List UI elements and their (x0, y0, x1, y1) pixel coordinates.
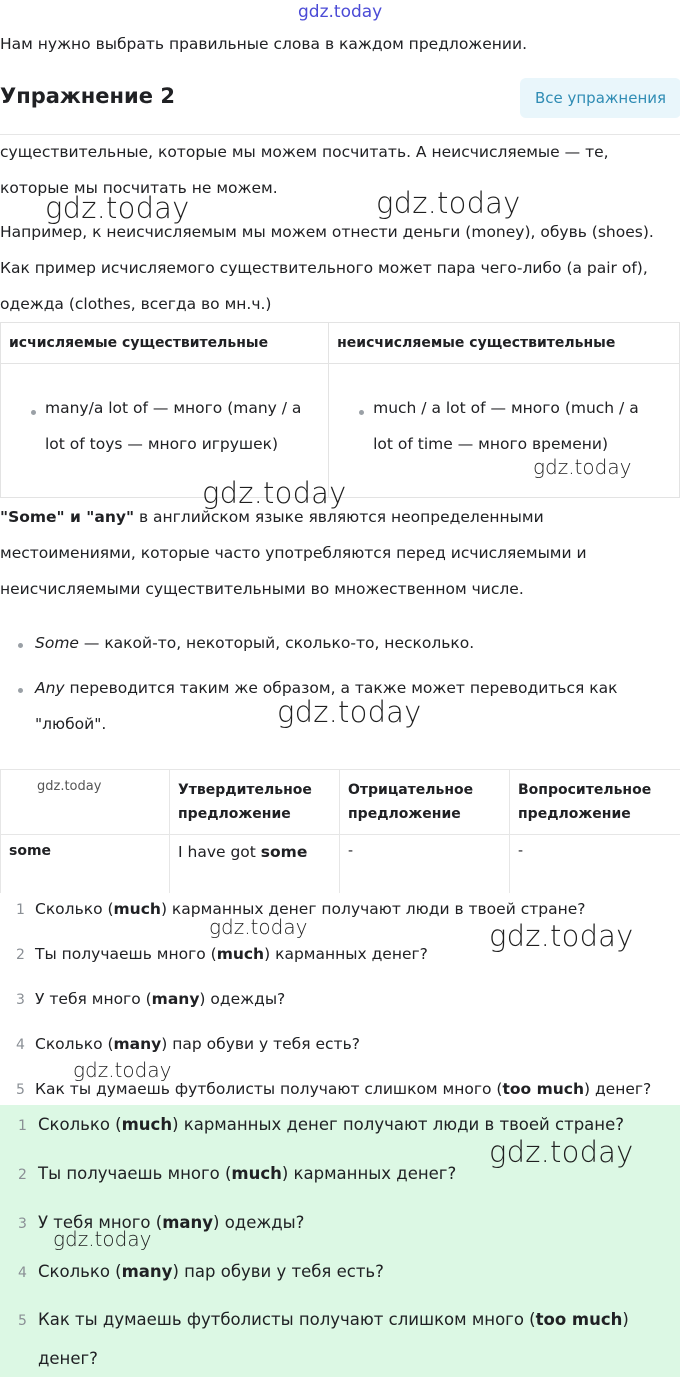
item-number: 3 (16, 992, 25, 1008)
paragraph-line: Например, к неисчисляемым мы можем отнести деньги (money), обувь (shoes). (0, 223, 654, 241)
row-label: some (1, 835, 170, 894)
watermark: gdz.today (53, 1227, 152, 1251)
watermark: gdz.today (489, 919, 634, 953)
answer-item: Сколько (many) пар обуви у тебя есть? (38, 1262, 384, 1281)
bullet-icon (18, 688, 23, 693)
watermark: gdz.today (73, 1058, 172, 1082)
intro-text: Нам нужно выбрать правильные слова в каждом предложении. (0, 35, 528, 53)
paragraph-line: которые мы посчитать не можем. (0, 179, 278, 197)
item-number: 5 (16, 1082, 25, 1098)
bullet-term: Some (35, 634, 79, 652)
answer-item: Как ты думаешь футболисты получают слишком много (too much) (38, 1310, 629, 1329)
item-number: 3 (18, 1216, 27, 1232)
watermark: gdz.today (37, 779, 102, 794)
bullet-text: — какой-то, некоторый, сколько-то, несколько. (78, 634, 475, 652)
bullet-text: переводится таким же образом, а также может переводиться как (64, 679, 618, 697)
bullet-icon (359, 410, 364, 415)
watermark: gdz.today (277, 695, 422, 729)
table-header: исчисляемые существительные (1, 323, 329, 364)
item-number: 1 (16, 902, 25, 918)
bullet-item (35, 625, 474, 661)
item-number: 1 (18, 1118, 27, 1134)
table-header: Вопросительное предложение (510, 770, 680, 835)
cell-line: many/a lot of — много (many / a (45, 399, 302, 417)
some-any-line: местоимениями, которые часто употребляются перед исчисляемыми и (0, 544, 587, 562)
some-any-line: неисчисляемыми существительными во множественном числе. (0, 580, 524, 598)
sentence-item: Ты получаешь много (much) карманных денег? (35, 945, 428, 963)
some-any-term: "Some" и "any" (0, 508, 135, 526)
table-cell: - (510, 835, 680, 894)
table-header: Утвердительное предложение (170, 770, 340, 835)
bullet-text-line: "любой". (35, 715, 107, 733)
table-cell: - (340, 835, 510, 894)
sentence-item: Как ты думаешь футболисты получают слишком много (too much) денег? (35, 1080, 652, 1098)
watermark: gdz.today (298, 2, 383, 22)
bullet-term: Any (35, 679, 65, 697)
sentence-item: У тебя много (many) одежды? (35, 990, 286, 1008)
watermark: gdz.today (376, 186, 521, 220)
cell-text (373, 390, 639, 462)
item-number: 2 (16, 947, 25, 963)
watermark: gdz.today (533, 455, 632, 479)
pronoun-table-wrapper (0, 769, 680, 893)
paragraph-line: одежда (clothes, всегда во мн.ч.) (0, 295, 272, 313)
answer-item: Ты получаешь много (much) карманных денег? (38, 1164, 457, 1183)
paragraph-line: существительные, которые мы можем посчитать. А неисчисляемые — те, (0, 143, 609, 161)
sentence-item: Сколько (much) карманных денег получают люди в твоей стране? (35, 900, 586, 918)
watermark: gdz.today (209, 915, 308, 939)
pronoun-table (0, 769, 680, 893)
table-cell: I have got some (170, 835, 340, 894)
cell-line: lot of time — много времени) (373, 435, 608, 453)
watermark: gdz.today (45, 191, 190, 225)
bullet-icon (31, 410, 36, 415)
cell-line: lot of toys — много игрушек) (45, 435, 279, 453)
answer-item-line: денег? (38, 1349, 98, 1368)
bullet-icon (18, 643, 23, 648)
answer-item: У тебя много (many) одежды? (38, 1213, 305, 1232)
answer-item: Сколько (much) карманных денег получают люди в твоей стране? (38, 1115, 624, 1134)
item-number: 4 (18, 1265, 27, 1281)
table-header: Отрицательное предложение (340, 770, 510, 835)
table-header: неисчисляемые существительные (329, 323, 680, 364)
cell-line: much / a lot of — много (much / a (373, 399, 639, 417)
item-number: 4 (16, 1037, 25, 1053)
watermark: gdz.today (202, 476, 347, 510)
paragraph-line: Как пример исчисляемого существительного может пара чего-либо (a pair of), (0, 259, 648, 277)
item-number: 2 (18, 1167, 27, 1183)
item-number: 5 (18, 1313, 27, 1329)
exercise-title: Упражнение 2 (0, 84, 175, 108)
cell-text (45, 390, 301, 462)
some-any-text: в английском языке являются неопределенными (134, 508, 544, 526)
watermark: gdz.today (489, 1135, 634, 1169)
all-exercises-button[interactable]: Все упражнения (520, 78, 680, 118)
sentence-item: Сколько (many) пар обуви у тебя есть? (35, 1035, 360, 1053)
